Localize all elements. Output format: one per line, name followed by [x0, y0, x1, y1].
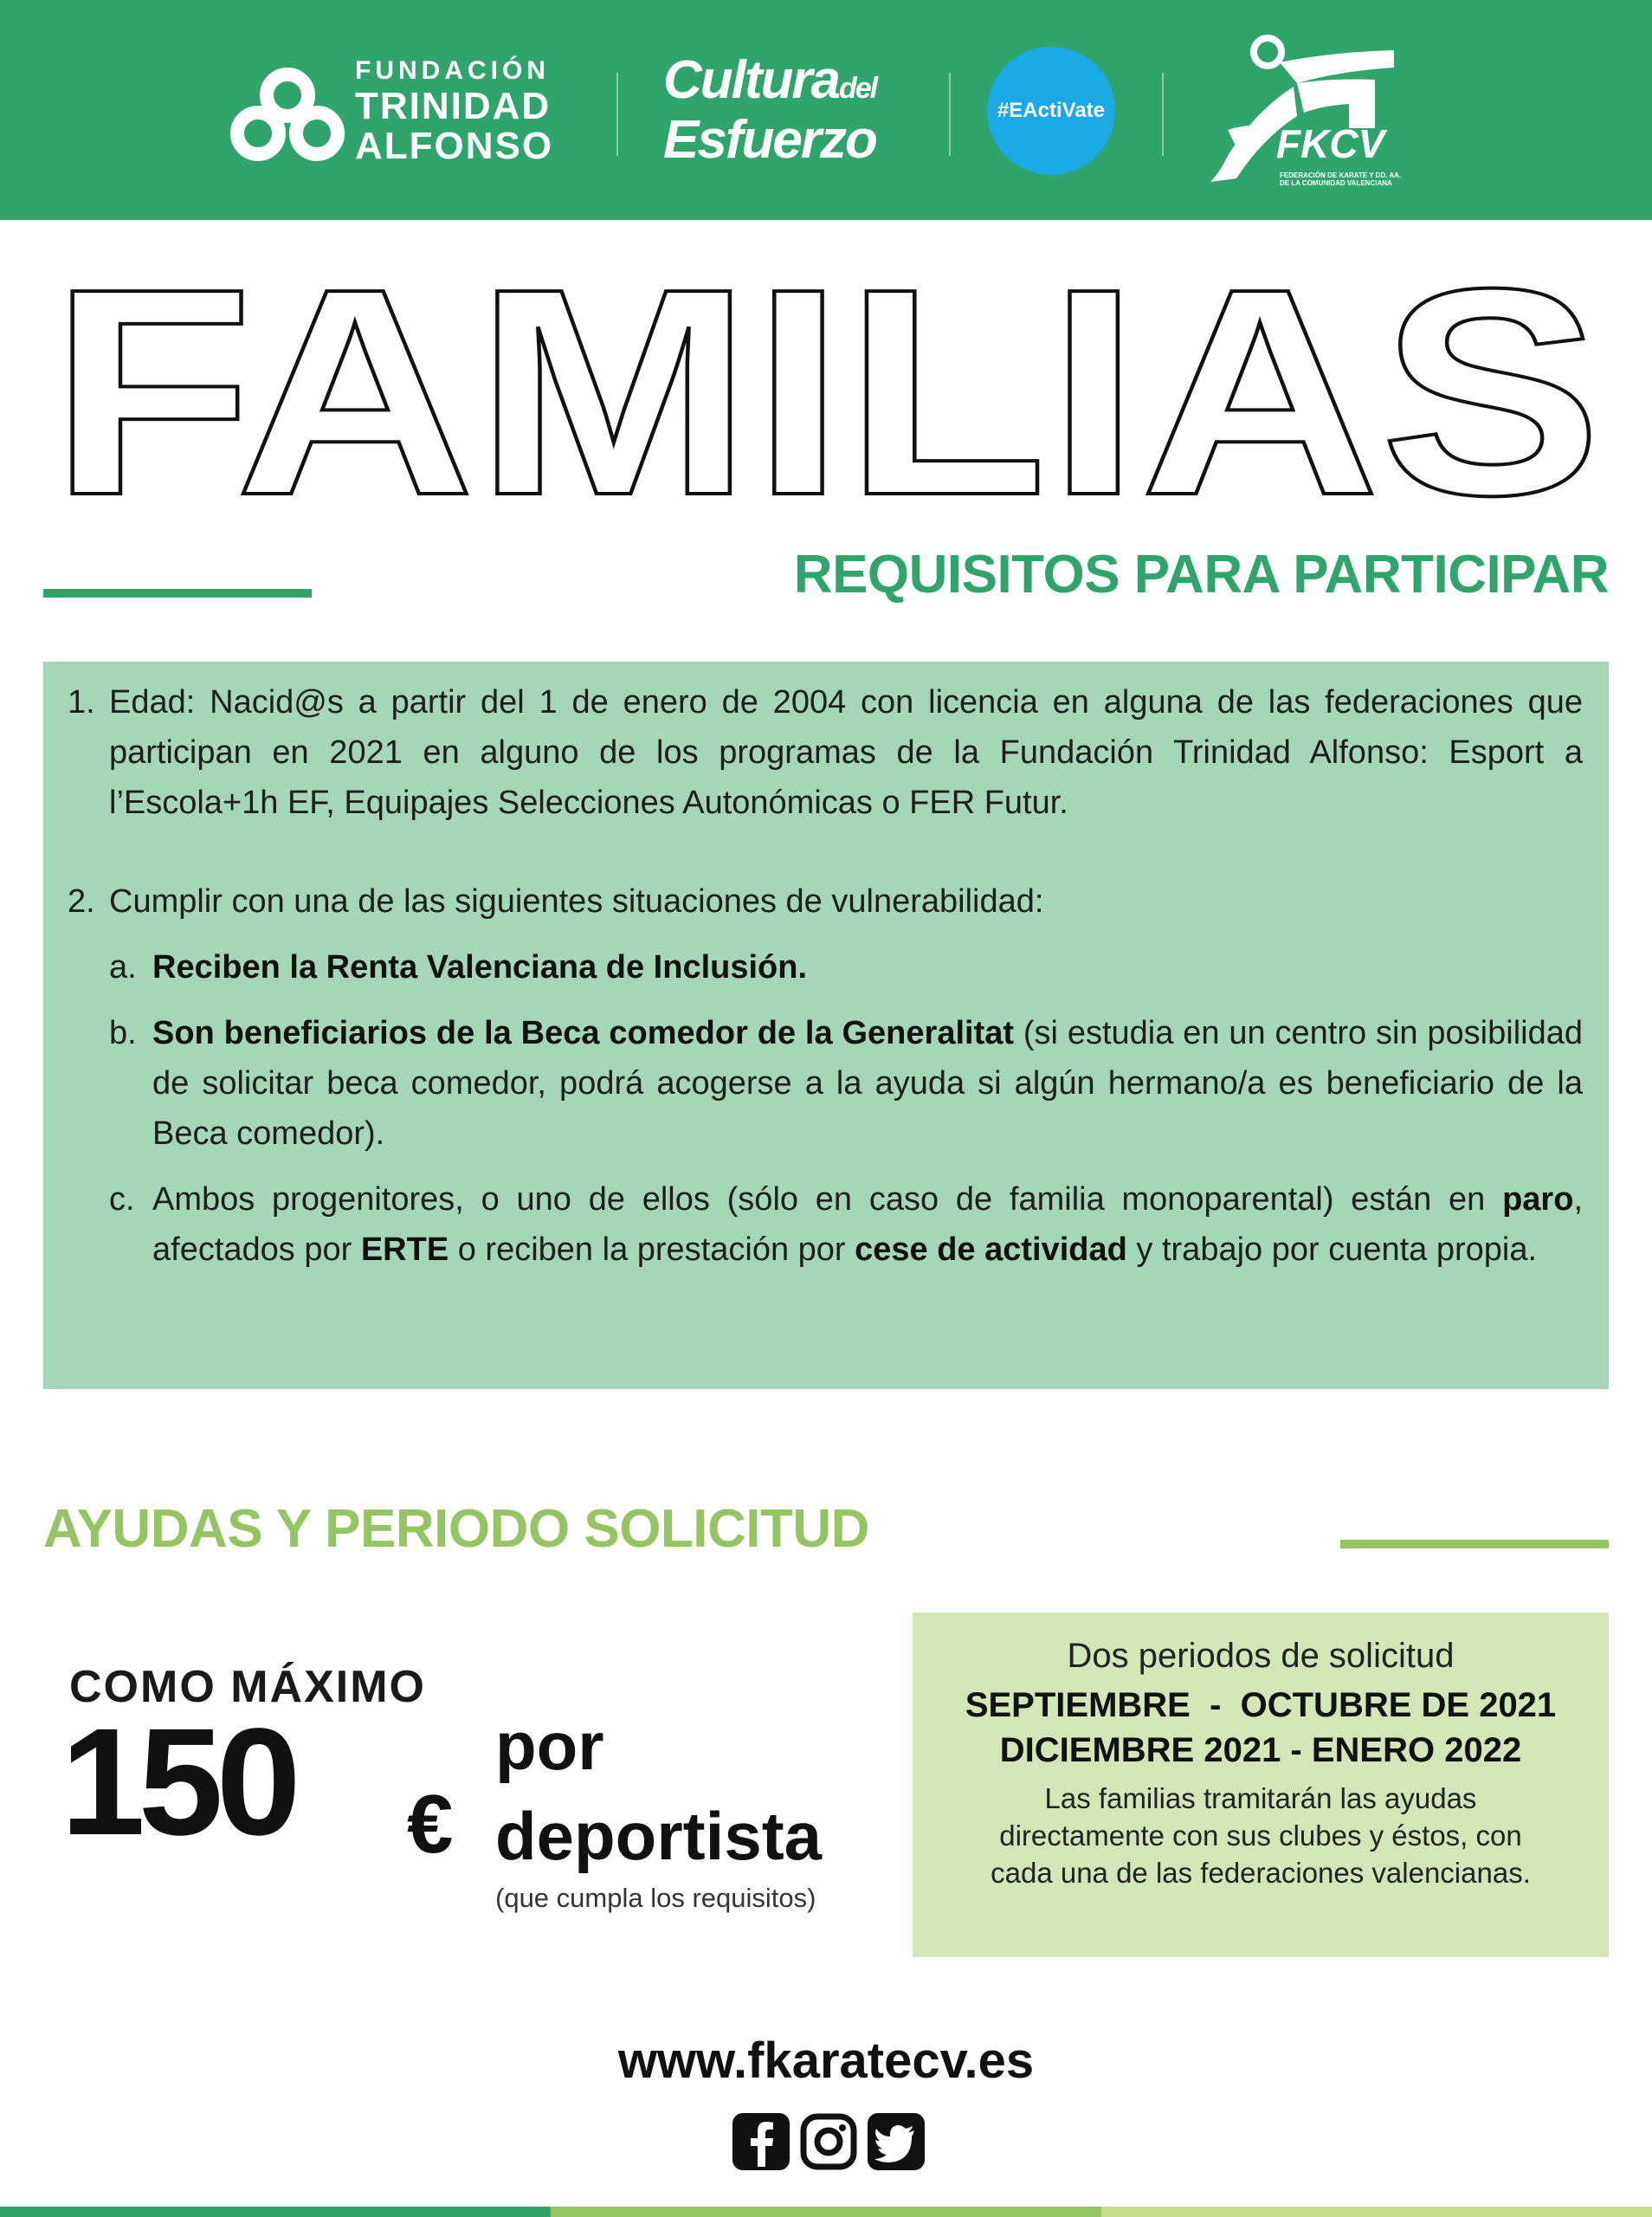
sub-bold: Son beneficiarios de la Beca comedor de la Generalitat — [152, 1015, 1015, 1051]
requirement-text: Edad: Nacid@s a partir del 1 de enero de 2004 con licencia en alguna de las federaciones que participan en 2021 en alguno de los programas de la Fundación Trinidad Alfonso: Esport a l’Escola+1h EF, Equipajes Selecciones Autonómicas o FER Futur. — [109, 684, 1583, 821]
sub-letter: c. — [109, 1181, 135, 1218]
currency-symbol: € — [407, 1778, 454, 1871]
sub-letter: a. — [109, 949, 137, 986]
requirement-number: 1. — [68, 684, 95, 721]
page-title — [0, 244, 1652, 520]
requirements-heading: REQUISITOS PARA PARTICIPAR — [793, 545, 1609, 604]
fundacion-trinidad-alfonso-logo — [227, 55, 565, 168]
requirement-number: 2. — [68, 883, 95, 920]
cultura-del-word: del — [839, 72, 877, 105]
sub-text: o reciben la prestación por — [448, 1231, 855, 1268]
sub-text: , afectados por — [152, 1181, 1583, 1268]
sub-text: y trabajo por cuenta propia. — [1126, 1231, 1538, 1268]
period-2: DICIEMBRE 2021 - ENERO 2022 — [999, 1731, 1522, 1769]
fkcv-caption: FEDERACIÓN DE KARATE Y DD. AA. DE LA COMUNIDAD VALENCIANA — [1280, 171, 1402, 187]
sub-text: (si estudia en un centro sin posibilidad de solicitar beca comedor, podrá acogerse a la ayuda si algún hermano/a es beneficiario de la Beca comedor). — [152, 1015, 1583, 1152]
amount-value: 150 — [61, 1697, 294, 1867]
footer-stripe — [0, 2207, 551, 2217]
familias-title: FAMILIAS — [50, 244, 1602, 520]
fta-symbol-icon — [227, 62, 348, 166]
periods-box — [913, 1613, 1609, 1957]
cultura-word: Cultura — [663, 50, 839, 110]
aid-heading: AYUDAS Y PERIODO SOLICITUD — [43, 1499, 869, 1559]
sub-bold: Reciben la Renta Valenciana de Inclusión. — [152, 949, 808, 986]
facebook-icon[interactable] — [732, 2113, 790, 2170]
footer-stripe — [551, 2207, 1101, 2217]
deportista-label: deportista — [495, 1798, 823, 1874]
fta-line3: ALFONSO — [355, 125, 554, 167]
requirement-item — [68, 677, 1583, 828]
esfuerzo-word: Esfuerzo — [663, 110, 876, 170]
cultura-del-esfuerzo-logo — [663, 50, 877, 170]
sub-requirement — [109, 1174, 1583, 1275]
requirement-text: Cumplir con una de las siguientes situaciones de vulnerabilidad: — [109, 883, 1044, 920]
sub-bold: paro — [1502, 1181, 1574, 1218]
sub-letter: b. — [109, 1015, 137, 1051]
requirement-item — [68, 876, 1583, 927]
twitter-icon[interactable] — [868, 2113, 925, 2170]
social-icons — [732, 2113, 923, 2172]
periods-description: Las familias tramitarán las ayudas directamente con sus clubes y éstos, con cada una de las federaciones valencianas. — [991, 1782, 1531, 1889]
sub-text: Ambos progenitores, o uno de ellos (sólo en caso de familia monoparental) están en — [152, 1181, 1503, 1218]
header-divider — [616, 73, 618, 156]
fta-line2: TRINIDAD — [355, 85, 552, 127]
fkcv-name: FKCV — [1276, 121, 1385, 166]
header-divider — [949, 73, 951, 156]
hashtag-badge: #EActiVate — [987, 47, 1115, 175]
instagram-icon[interactable] — [800, 2113, 857, 2170]
fkcv-karate-icon — [1202, 26, 1401, 196]
periods-title: Dos periodos de solicitud — [1067, 1637, 1455, 1675]
requirements-list — [68, 677, 1583, 1275]
header-divider — [1162, 73, 1164, 156]
como-maximo-label: COMO MÁXIMO — [69, 1662, 426, 1712]
sub-requirement — [109, 1008, 1583, 1159]
section-rule — [1340, 1540, 1609, 1548]
fta-line1: FUNDACIÓN — [355, 56, 550, 85]
sub-bold: cese de actividad — [855, 1231, 1127, 1268]
sub-requirement — [109, 942, 1583, 992]
header-banner — [0, 0, 1652, 220]
period-1: SEPTIEMBRE - OCTUBRE DE 2021 — [965, 1686, 1557, 1724]
section-rule — [43, 589, 312, 598]
por-label: por — [495, 1708, 604, 1784]
website-link[interactable]: www.fkaratecv.es — [617, 2033, 1035, 2089]
sub-bold: ERTE — [360, 1231, 449, 1268]
requirements-note: (que cumpla los requisitos) — [495, 1883, 816, 1913]
footer-stripe — [1101, 2207, 1652, 2217]
